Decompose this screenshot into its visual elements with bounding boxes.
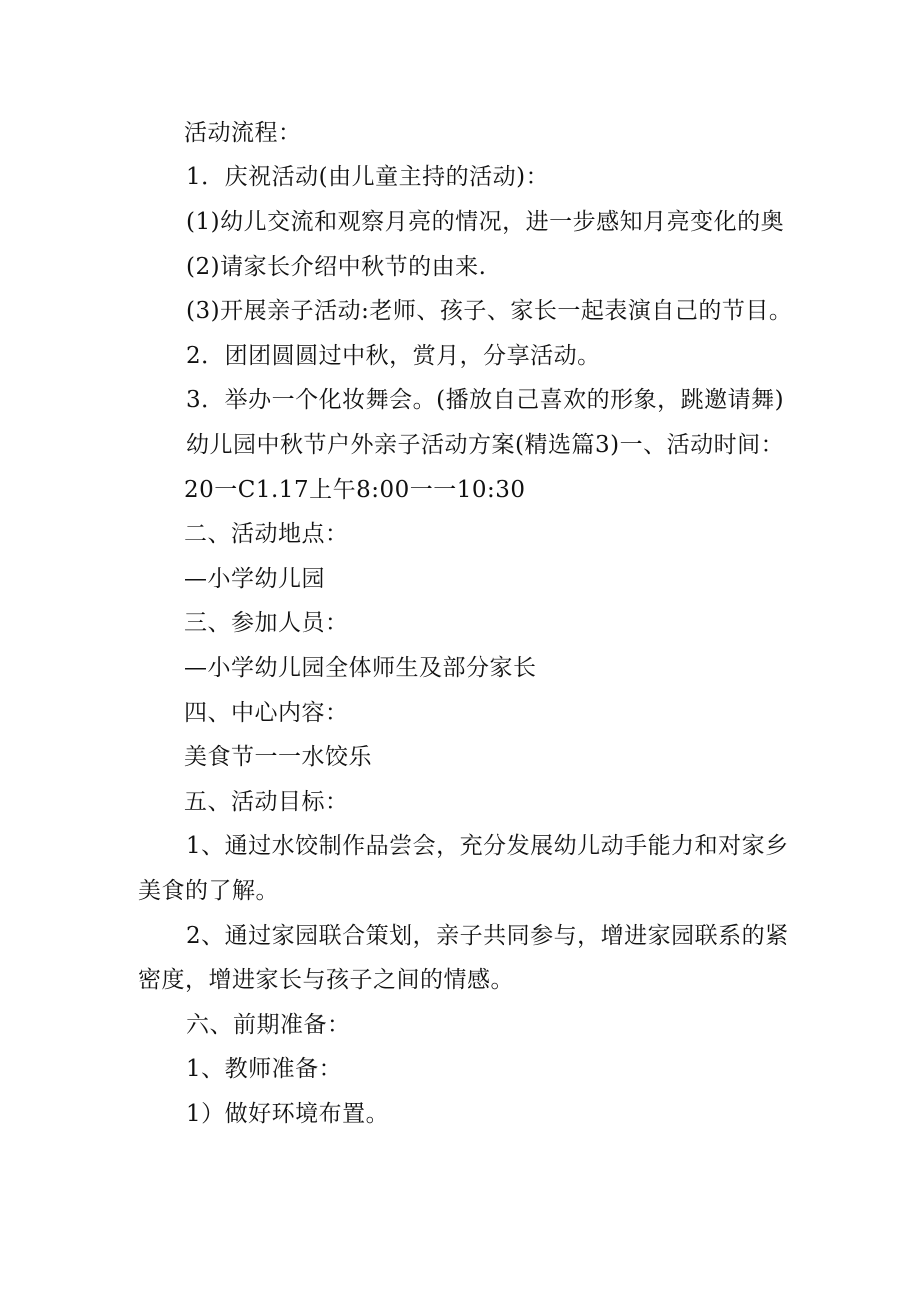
text-line-participants: —小学幼儿园全体师生及部分家长 bbox=[184, 655, 537, 681]
text-line-plan-title-time: 幼儿园中秋节户外亲子活动方案(精选篇3)一、活动时间： bbox=[186, 432, 785, 458]
text-line-item-3-parent-child-activity: (3)开展亲子活动:老师、孩子、家长一起表演自己的节目。 bbox=[186, 298, 793, 324]
text-line-activity-date-time: 20一C1.17上午8:00一一10:30 bbox=[184, 477, 526, 503]
text-line-participants-heading: 三、参加人员： bbox=[184, 610, 349, 636]
text-line-goal-1: 1、通过水饺制作品尝会，充分发展幼儿动手能力和对家乡 bbox=[186, 833, 789, 859]
text-line-celebration-activity: 1．庆祝活动(由儿童主持的活动)： bbox=[186, 164, 550, 190]
text-line-item-2-parents-introduce: (2)请家长介绍中秋节的由来. bbox=[186, 254, 487, 280]
text-line-core-content-heading: 四、中心内容： bbox=[184, 700, 349, 726]
text-line-goal-1-continued: 美食的了解。 bbox=[138, 878, 279, 904]
text-line-activity-process-heading: 活动流程： bbox=[184, 120, 302, 146]
text-line-reunion-moon-viewing: 2．团团圆圆过中秋，赏月，分享活动。 bbox=[186, 343, 601, 369]
text-line-preparation-heading: 六、前期准备： bbox=[186, 1012, 351, 1038]
text-line-environment-setup: 1）做好环境布置。 bbox=[186, 1101, 390, 1127]
text-line-location: —小学幼儿园 bbox=[184, 566, 325, 592]
text-line-core-content: 美食节一一水饺乐 bbox=[184, 744, 372, 770]
text-line-goals-heading: 五、活动目标： bbox=[184, 789, 349, 815]
text-line-teacher-preparation: 1、教师准备： bbox=[186, 1056, 343, 1082]
text-line-item-1-moon-observation: (1)幼儿交流和观察月亮的情况，进一步感知月亮变化的奥 bbox=[186, 209, 785, 235]
text-line-costume-dance: 3．举办一个化妆舞会。(播放自己喜欢的形象，跳邀请舞) bbox=[186, 387, 785, 413]
text-line-goal-2-continued: 密度，增进家长与孩子之间的情感。 bbox=[138, 967, 514, 993]
text-line-goal-2: 2、通过家园联合策划，亲子共同参与，增进家园联系的紧 bbox=[186, 923, 789, 949]
text-line-location-heading: 二、活动地点： bbox=[184, 521, 349, 547]
